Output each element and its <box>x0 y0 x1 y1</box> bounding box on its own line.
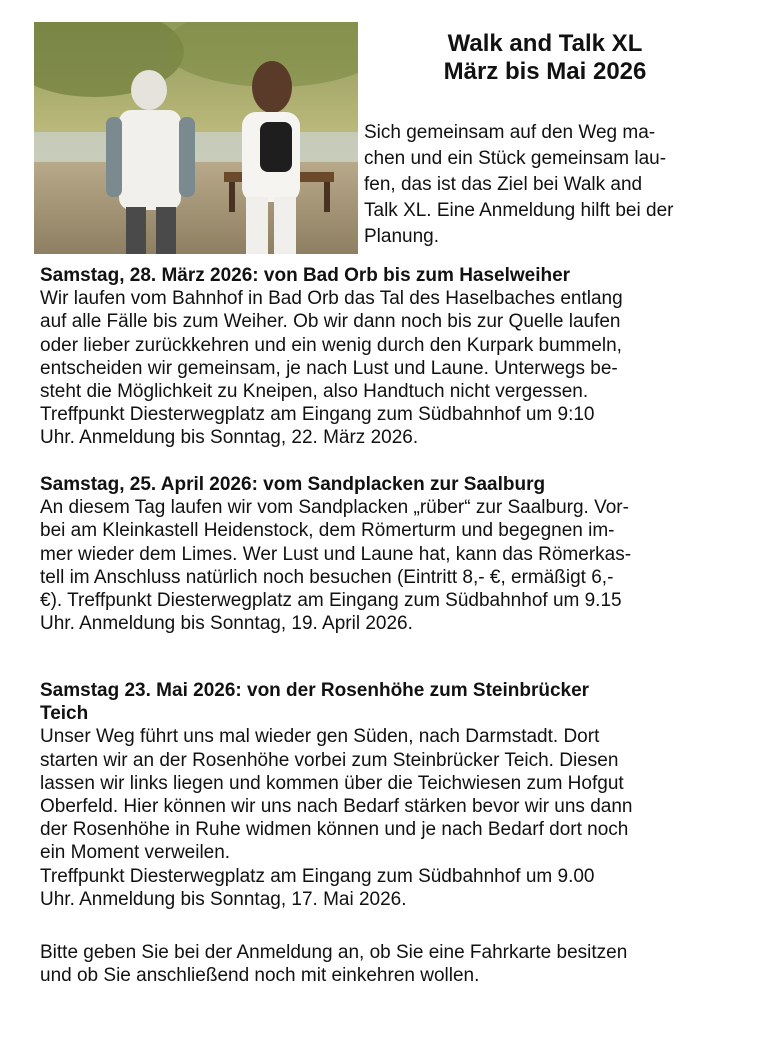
event-line: Treffpunkt Diesterwegplatz am Eingang zum Südbahnhof um 9:10 <box>40 404 595 426</box>
event-heading: Samstag 23. Mai 2026: von der Rosenhöhe zum Steinbrücker <box>40 680 590 701</box>
event-line: entscheiden wir gemeinsam, je nach Lust und Laune. Unterwegs be- <box>40 357 618 379</box>
event-line: oder lieber zurückkehren und ein wenig durch den Kurpark bummeln, <box>40 334 622 356</box>
page-title <box>370 30 720 86</box>
event-march <box>40 264 750 450</box>
event-line: Uhr. Anmeldung bis Sonntag, 17. Mai 2026. <box>40 888 407 910</box>
event-line: lassen wir links liegen und kommen über die Teichwiesen zum Hofgut <box>40 772 624 794</box>
event-heading: Teich <box>40 703 89 725</box>
event-line: der Rosenhöhe in Ruhe widmen können und je nach Bedarf dort noch <box>40 819 629 841</box>
walkers-photo <box>34 22 358 254</box>
closing-line: und ob Sie anschließend noch mit einkehren wollen. <box>40 965 480 987</box>
event-line: Uhr. Anmeldung bis Sonntag, 19. April 2026. <box>40 613 413 635</box>
intro-line: chen und ein Stück gemeinsam lau- <box>364 148 667 169</box>
event-april <box>40 473 750 635</box>
event-line: Unser Weg führt uns mal wieder gen Süden, nach Darmstadt. Dort <box>40 726 600 748</box>
event-line: Uhr. Anmeldung bis Sonntag, 22. März 2026. <box>40 427 419 449</box>
event-line: tell im Anschluss natürlich noch besuchen (Eintritt 8,- €, ermäßigt 6,- <box>40 566 614 588</box>
event-line: €). Treffpunkt Diesterwegplatz am Eingang zum Südbahnhof um 9.15 <box>40 590 622 612</box>
event-line: auf alle Fälle bis zum Weiher. Ob wir dann noch bis zur Quelle laufen <box>40 311 621 333</box>
intro-line: fen, das ist das Ziel bei Walk and <box>364 174 643 195</box>
closing-line: Bitte geben Sie bei der Anmeldung an, ob Sie eine Fahrkarte besitzen <box>40 942 628 963</box>
event-heading: Samstag, 28. März 2026: von Bad Orb bis zum Haselweiher <box>40 265 571 286</box>
event-line: mer wieder dem Limes. Wer Lust und Laune hat, kann das Römerkas- <box>40 543 632 565</box>
event-line: Treffpunkt Diesterwegplatz am Eingang zum Südbahnhof um 9.00 <box>40 865 595 887</box>
intro-line: Talk XL. Eine Anmeldung hilft bei der <box>364 200 674 221</box>
title-line: Walk and Talk XL <box>447 30 643 57</box>
event-heading: Samstag, 25. April 2026: vom Sandplacken zur Saalburg <box>40 474 546 495</box>
event-line: starten wir an der Rosenhöhe vorbei zum Steinbrücker Teich. Diesen <box>40 749 619 771</box>
event-line: Wir laufen vom Bahnhof in Bad Orb das Tal des Haselbaches entlang <box>40 288 623 310</box>
title-line: März bis Mai 2026 <box>443 58 647 85</box>
event-line: bei am Kleinkastell Heidenstock, dem Römerturm und begegnen im- <box>40 520 615 542</box>
intro-line: Sich gemeinsam auf den Weg ma- <box>364 122 656 143</box>
event-line: An diesem Tag laufen wir vom Sandplacken „rüber“ zur Saalburg. Vor- <box>40 497 629 519</box>
event-line: steht die Möglichkeit zu Kneipen, also Handtuch nicht vergessen. <box>40 381 589 403</box>
closing-note <box>40 941 750 987</box>
event-may <box>40 679 750 911</box>
event-line: ein Moment verweilen. <box>40 842 231 864</box>
walkers-illustration <box>34 22 358 254</box>
intro-line: Planung. <box>364 226 440 247</box>
intro-paragraph <box>364 120 749 250</box>
event-line: Oberfeld. Hier können wir uns nach Bedarf stärken bevor wir uns dann <box>40 796 633 818</box>
